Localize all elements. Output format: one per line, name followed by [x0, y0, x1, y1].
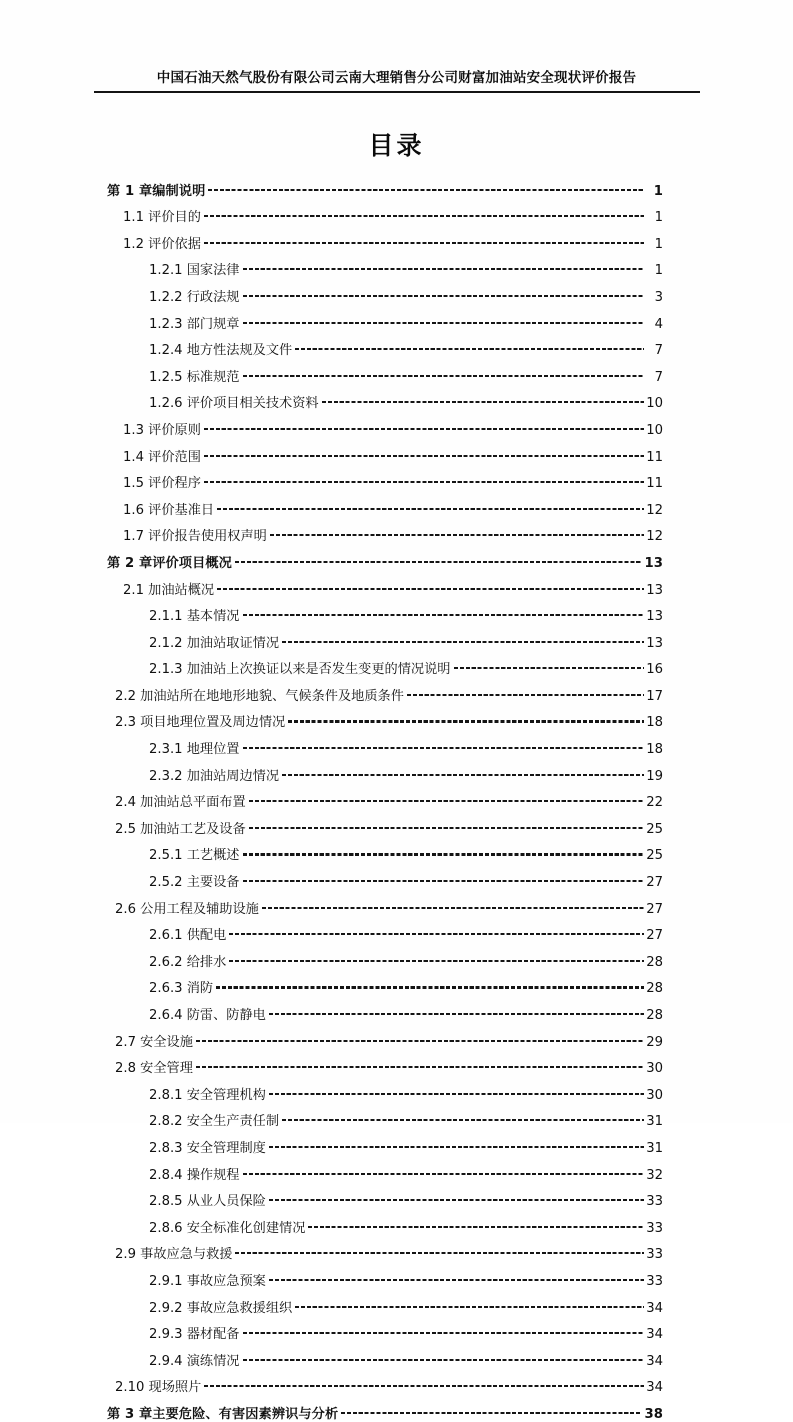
toc-dot-leader	[217, 582, 644, 595]
toc-entry-page-number: 12	[646, 502, 663, 518]
toc-entry-page-number: 11	[646, 476, 663, 492]
toc-entry-page-number: 32	[646, 1167, 663, 1183]
toc-entry[interactable]	[149, 970, 663, 997]
toc-entry-label: 2.8.3 安全管理制度	[149, 1140, 266, 1156]
toc-entry-page-number: 19	[646, 768, 663, 784]
toc-entry[interactable]	[149, 730, 663, 757]
toc-dot-leader	[196, 1034, 644, 1047]
toc-entry-page-number: 27	[646, 928, 663, 944]
toc-dot-leader	[204, 422, 644, 435]
toc-entry-page-number: 7	[654, 343, 663, 359]
toc-entry-page-number: 30	[646, 1061, 663, 1077]
toc-entry[interactable]	[149, 837, 663, 864]
toc-entry[interactable]	[123, 225, 663, 252]
toc-entry-page-number: 1	[654, 263, 663, 279]
toc-dot-leader	[269, 1087, 644, 1100]
toc-dot-leader	[262, 901, 644, 914]
toc-entry[interactable]	[149, 305, 663, 332]
toc-dot-leader	[295, 1300, 644, 1313]
toc-entry-page-number: 4	[654, 316, 663, 332]
toc-entry-page-number: 25	[646, 821, 663, 837]
toc-entry-label: 2.3.2 加油站周边情况	[149, 768, 280, 784]
toc-entry-page-number: 28	[646, 981, 663, 997]
toc-entry-page-number: 13	[646, 582, 663, 598]
toc-entry-label: 2.5.1 工艺概述	[149, 848, 240, 864]
toc-dot-leader	[235, 555, 642, 568]
toc-dot-leader	[204, 475, 644, 488]
toc-entry-label: 2.6.1 供配电	[149, 928, 227, 944]
toc-entry[interactable]	[149, 332, 663, 359]
toc-dot-leader	[454, 661, 645, 674]
toc-entry[interactable]	[149, 996, 663, 1023]
toc-entry-page-number: 33	[646, 1247, 663, 1263]
toc-dot-leader	[204, 449, 644, 462]
toc-entry-page-number: 38	[644, 1406, 663, 1422]
toc-entry[interactable]	[149, 624, 663, 651]
toc-entry-label: 2.8.5 从业人员保险	[149, 1194, 266, 1210]
toc-entry[interactable]	[115, 890, 663, 917]
toc-entry-label: 2.9.1 事故应急预案	[149, 1273, 266, 1289]
toc-entry-label: 1.2.2 行政法规	[149, 289, 240, 305]
toc-entry-label: 2.8.4 操作规程	[149, 1167, 240, 1183]
toc-entry[interactable]	[149, 757, 663, 784]
toc-entry-label: 1.4 评价范围	[123, 449, 201, 465]
toc-entry-page-number: 16	[646, 662, 663, 678]
toc-entry-label: 2.6.4 防雷、防静电	[149, 1008, 266, 1023]
toc-entry-page-number: 18	[646, 715, 663, 731]
toc-entry-page-number: 34	[646, 1300, 663, 1316]
toc-dot-leader	[295, 342, 644, 355]
toc-dot-leader	[282, 635, 644, 648]
running-header-title: 中国石油天然气股份有限公司云南大理销售分公司财富加油站安全现状评价报告	[156, 70, 637, 86]
toc-entry[interactable]	[149, 252, 663, 279]
toc-dot-leader	[269, 1007, 644, 1020]
toc-entry-page-number: 33	[646, 1273, 663, 1289]
toc-entry-page-number: 22	[646, 795, 663, 811]
toc-entry-page-number: 28	[646, 1008, 663, 1023]
toc-dot-leader	[243, 262, 645, 275]
toc-entry-label: 2.9.3 器材配备	[149, 1327, 240, 1343]
toc-entry[interactable]	[115, 810, 663, 837]
toc-entry[interactable]	[123, 199, 663, 226]
toc-dot-leader	[243, 316, 645, 329]
toc-dot-leader	[216, 980, 644, 993]
toc-entry[interactable]	[123, 465, 663, 492]
toc-dot-leader	[249, 794, 644, 807]
toc-entry-page-number: 27	[646, 901, 663, 917]
toc-entry[interactable]	[149, 385, 663, 412]
toc-entry-page-number: 7	[654, 369, 663, 385]
toc-dot-leader	[243, 289, 645, 302]
toc-entry-page-number: 33	[646, 1194, 663, 1210]
toc-entry-label: 2.6.2 给排水	[149, 954, 227, 970]
toc-entry-page-number: 31	[646, 1114, 663, 1130]
toc-dot-leader	[204, 209, 644, 222]
toc-entry-page-number: 18	[646, 742, 663, 758]
toc-entry-label: 2.3.1 地理位置	[149, 742, 240, 758]
toc-entry-label: 2.5 加油站工艺及设备	[115, 821, 246, 837]
toc-entry-label: 1.1 评价目的	[123, 210, 201, 226]
toc-entry-label: 2.6.3 消防	[149, 981, 214, 997]
toc-entry[interactable]	[123, 491, 663, 518]
toc-entry-page-number: 27	[646, 875, 663, 891]
toc-dot-leader	[204, 1379, 644, 1392]
toc-entry-label: 1.7 评价报告使用权声明	[123, 529, 267, 545]
toc-entry[interactable]	[149, 651, 663, 678]
toc-entry-page-number: 34	[646, 1327, 663, 1343]
toc-entry-label: 1.3 评价原则	[123, 422, 201, 438]
toc-entry-page-number: 1	[654, 210, 663, 226]
toc-entry-page-number: 29	[646, 1034, 663, 1050]
toc-entry-label: 1.2.6 评价项目相关技术资料	[149, 396, 319, 412]
toc-entry[interactable]	[149, 1262, 663, 1289]
toc-entry-label: 1.2.4 地方性法规及文件	[149, 343, 293, 359]
toc-entry-page-number: 34	[646, 1380, 663, 1396]
toc-entry[interactable]	[149, 278, 663, 305]
toc-entry[interactable]	[149, 358, 663, 385]
toc-dot-leader	[282, 768, 644, 781]
toc-entry-label: 2.8.2 安全生产责任制	[149, 1114, 280, 1130]
toc-entry-label: 2.9.2 事故应急救援组织	[149, 1300, 293, 1316]
toc-dot-leader	[235, 1246, 644, 1259]
toc-entry-page-number: 31	[646, 1140, 663, 1156]
toc-dot-leader	[204, 236, 644, 249]
toc-dot-leader	[243, 1167, 645, 1180]
toc-entry-page-number: 13	[644, 555, 663, 571]
toc-entry[interactable]	[149, 1289, 663, 1316]
toc-entry-label: 2.8.6 安全标准化创建情况	[149, 1220, 306, 1236]
toc-entry[interactable]	[107, 172, 663, 199]
toc-entry-label: 2.9 事故应急与救援	[115, 1247, 233, 1263]
toc-entry-label: 2.3 项目地理位置及周边情况	[115, 715, 286, 731]
toc-entry[interactable]	[149, 1156, 663, 1183]
toc-entry-page-number: 28	[646, 954, 663, 970]
toc-dot-leader	[308, 1220, 644, 1233]
toc-dot-leader	[229, 954, 644, 967]
toc-dot-leader	[243, 369, 645, 382]
toc-entry-label: 2.2 加油站所在地地形地貌、气候条件及地质条件	[115, 688, 404, 704]
toc-entry[interactable]	[107, 544, 663, 571]
toc-dot-leader	[282, 1113, 644, 1126]
toc-entry-label: 1.2.3 部门规章	[149, 316, 240, 332]
toc-entry-page-number: 11	[646, 449, 663, 465]
toc-dot-leader	[269, 1273, 644, 1286]
toc-entry-page-number: 1	[653, 183, 663, 199]
toc-entry[interactable]	[115, 1236, 663, 1263]
table-of-contents	[107, 172, 663, 1422]
toc-entry[interactable]	[149, 598, 663, 625]
toc-entry-label: 第 2 章评价项目概况	[107, 555, 232, 571]
toc-entry-label: 第 1 章编制说明	[107, 183, 206, 199]
toc-entry-label: 2.4 加油站总平面布置	[115, 795, 246, 811]
toc-entry[interactable]	[115, 1050, 663, 1077]
toc-entry[interactable]	[115, 677, 663, 704]
toc-dot-leader	[243, 608, 645, 621]
toc-dot-leader	[341, 1406, 642, 1419]
toc-entry-label: 2.5.2 主要设备	[149, 875, 240, 891]
toc-dot-leader	[288, 714, 644, 727]
toc-entry[interactable]	[123, 411, 663, 438]
toc-entry-label: 2.1.2 加油站取证情况	[149, 635, 280, 651]
toc-entry-label: 2.10 现场照片	[115, 1380, 202, 1396]
toc-entry[interactable]	[123, 438, 663, 465]
toc-dot-leader	[243, 1326, 645, 1339]
toc-dot-leader	[322, 395, 644, 408]
toc-entry-label: 2.9.4 演练情况	[149, 1353, 240, 1369]
toc-entry[interactable]	[123, 518, 663, 545]
toc-dot-leader	[249, 821, 644, 834]
toc-dot-leader	[243, 1353, 645, 1366]
toc-entry-label: 1.2.1 国家法律	[149, 263, 240, 279]
running-header	[0, 68, 793, 93]
toc-entry[interactable]	[115, 1369, 663, 1396]
toc-entry[interactable]	[149, 1129, 663, 1156]
toc-entry-label: 2.1.1 基本情况	[149, 609, 240, 625]
toc-entry[interactable]	[115, 704, 663, 731]
toc-dot-leader	[269, 1140, 644, 1153]
toc-dot-leader	[243, 847, 645, 860]
toc-entry[interactable]	[149, 1076, 663, 1103]
toc-entry-page-number: 10	[646, 422, 663, 438]
toc-dot-leader	[243, 741, 645, 754]
toc-entry-label: 2.1.3 加油站上次换证以来是否发生变更的情况说明	[149, 662, 451, 678]
toc-dot-leader	[196, 1060, 644, 1073]
toc-dot-leader	[217, 502, 644, 515]
toc-dot-leader	[243, 874, 645, 887]
toc-entry-label: 2.8 安全管理	[115, 1061, 193, 1077]
toc-entry[interactable]	[149, 917, 663, 944]
toc-entry[interactable]	[107, 1395, 663, 1422]
toc-entry-label: 2.6 公用工程及辅助设施	[115, 901, 259, 917]
toc-entry[interactable]	[149, 1103, 663, 1130]
toc-entry-page-number: 17	[646, 688, 663, 704]
toc-entry-page-number: 34	[646, 1353, 663, 1369]
toc-entry-page-number: 3	[654, 289, 663, 305]
toc-entry-page-number: 13	[646, 609, 663, 625]
toc-entry[interactable]	[149, 1183, 663, 1210]
toc-entry-page-number: 30	[646, 1087, 663, 1103]
toc-dot-leader	[229, 927, 644, 940]
page-title: 目录	[368, 131, 425, 160]
toc-entry[interactable]	[149, 1316, 663, 1343]
toc-entry-label: 1.6 评价基准日	[123, 502, 215, 518]
toc-entry-page-number: 12	[646, 529, 663, 545]
toc-entry[interactable]	[149, 863, 663, 890]
toc-entry-page-number: 25	[646, 848, 663, 864]
toc-entry-page-number: 13	[646, 635, 663, 651]
toc-dot-leader	[269, 1193, 644, 1206]
toc-entry-label: 1.2 评价依据	[123, 236, 201, 252]
toc-entry[interactable]	[149, 1209, 663, 1236]
toc-entry[interactable]	[115, 1023, 663, 1050]
header-divider	[94, 91, 700, 93]
toc-entry-label: 1.2.5 标准规范	[149, 369, 240, 385]
toc-entry-page-number: 10	[646, 396, 663, 412]
toc-entry[interactable]	[123, 571, 663, 598]
toc-entry-label: 2.7 安全设施	[115, 1034, 193, 1050]
toc-dot-leader	[208, 183, 644, 196]
toc-entry[interactable]	[115, 784, 663, 811]
toc-entry-label: 1.5 评价程序	[123, 476, 201, 492]
toc-dot-leader	[270, 528, 644, 541]
toc-entry-label: 2.8.1 安全管理机构	[149, 1087, 266, 1103]
toc-entry[interactable]	[149, 1342, 663, 1369]
toc-entry-label: 第 3 章主要危险、有害因素辨识与分析	[107, 1406, 339, 1422]
toc-entry-page-number: 1	[654, 236, 663, 252]
toc-entry-page-number: 33	[646, 1220, 663, 1236]
toc-entry[interactable]	[149, 943, 663, 970]
toc-entry-label: 2.1 加油站概况	[123, 582, 215, 598]
toc-dot-leader	[407, 688, 644, 701]
